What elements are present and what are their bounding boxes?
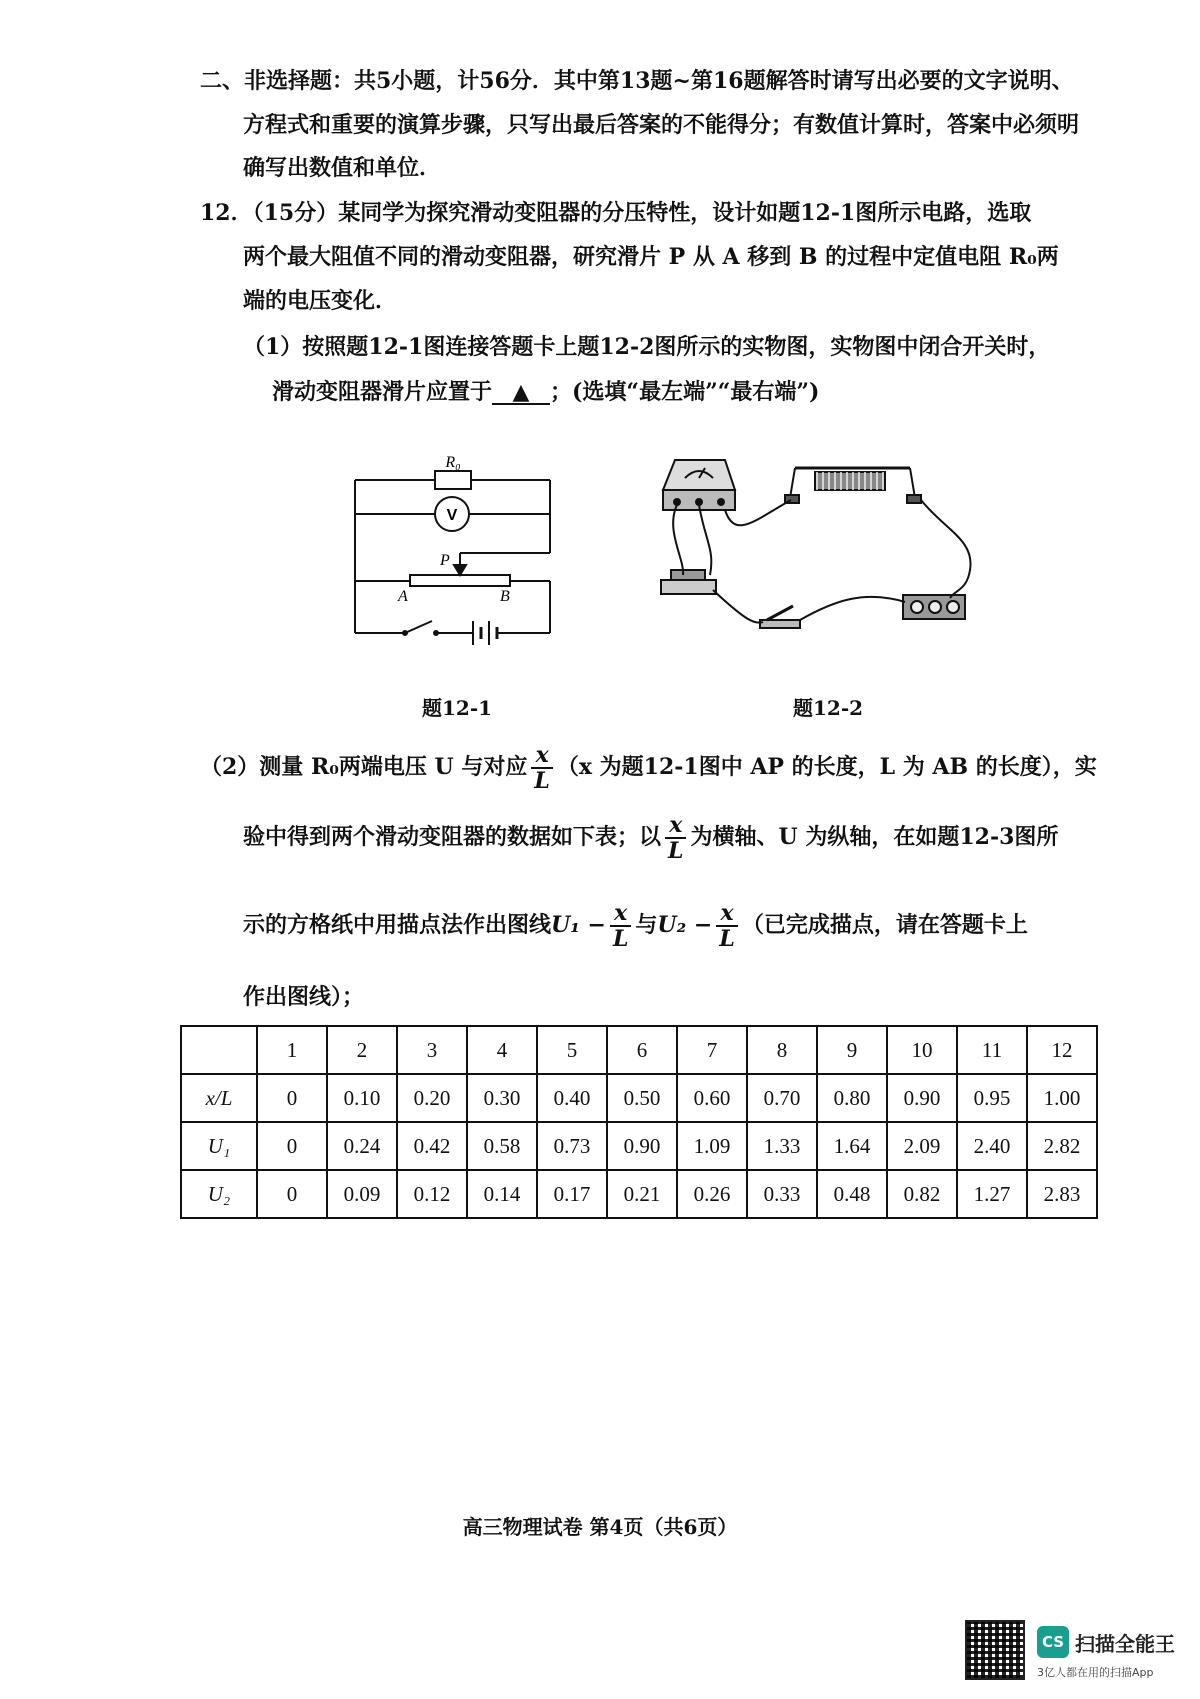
scanner-watermark: [965, 1620, 1190, 1685]
part-2-line-2-text-a: 验中得到两个滑动变阻器的数据如下表；以: [243, 824, 662, 850]
voltmeter-label: V: [446, 507, 458, 524]
table-cell: 1.09: [677, 1122, 747, 1170]
fraction-numerator: x: [614, 900, 628, 926]
section-heading-line-1: 二、非选择题：共5小题，计56分．其中第13题~第16题解答时请写出必要的文字说明、: [200, 68, 1074, 94]
table-cell: 0.21: [607, 1170, 677, 1218]
part-1-text-a: 滑动变阻器滑片应置于: [272, 379, 493, 405]
table-cell: 0.80: [817, 1074, 887, 1122]
qr-code-icon: [965, 1620, 1025, 1680]
table-cell: 0.73: [537, 1122, 607, 1170]
u1-symbol: U₁ −: [551, 912, 606, 938]
table-cell: 0.82: [887, 1170, 957, 1218]
camscanner-name: 扫描全能王: [1075, 1632, 1175, 1656]
fraction-denominator: L: [531, 767, 552, 793]
table-cell: 3: [397, 1026, 467, 1074]
table-row: [181, 1122, 1097, 1170]
part-2-line-3-text-b: 与: [635, 912, 658, 938]
table-cell: 0.09: [327, 1170, 397, 1218]
answer-blank: ▲: [492, 381, 550, 405]
table-cell: 1.27: [957, 1170, 1027, 1218]
section-heading-line-3: 确写出数值和单位．: [243, 155, 442, 181]
camscanner-tagline: 3亿人都在用的扫描App: [1037, 1666, 1154, 1679]
table-cell: 4: [467, 1026, 537, 1074]
fraction-numerator: x: [535, 742, 549, 768]
point-b-label: B: [500, 588, 510, 605]
part-2-line-3-text-c: （已完成描点，请在答题卡上: [741, 912, 1028, 938]
table-cell: 0.33: [747, 1170, 817, 1218]
table-row-header: [181, 1026, 257, 1074]
table-cell: 0: [257, 1122, 327, 1170]
table-cell: 12: [1027, 1026, 1097, 1074]
figure-12-2-caption: 题12-2: [793, 696, 864, 720]
table-cell: 0.90: [607, 1122, 677, 1170]
table-cell: 1.00: [1027, 1074, 1097, 1122]
point-a-label: A: [398, 588, 408, 605]
figure-12-1-caption: 题12-1: [422, 696, 493, 720]
fraction-numerator: x: [720, 900, 734, 926]
slider-p-label: P: [440, 552, 450, 569]
table-row: [181, 1170, 1097, 1218]
table-cell: 0.58: [467, 1122, 537, 1170]
table-cell: 8: [747, 1026, 817, 1074]
table-cell: 0: [257, 1170, 327, 1218]
table-cell: 1: [257, 1026, 327, 1074]
table-cell: 2.40: [957, 1122, 1027, 1170]
part-2-line-3-text-a: 示的方格纸中用描点法作出图线: [243, 912, 552, 938]
fraction-numerator: x: [669, 812, 683, 838]
table-cell: 0.40: [537, 1074, 607, 1122]
table-cell: 0.24: [327, 1122, 397, 1170]
u2-symbol: U₂ −: [657, 912, 713, 938]
table-cell: 7: [677, 1026, 747, 1074]
part-2-line-3: [243, 898, 1028, 952]
table-row: [181, 1074, 1097, 1122]
fraction-denominator: L: [716, 925, 737, 951]
table-cell: 2.82: [1027, 1122, 1097, 1170]
fraction-x-over-l: [610, 901, 631, 951]
apparatus-illustration: [655, 450, 1000, 650]
part-1-line-1: （1）按照题12-1图连接答题卡上题12-2图所示的实物图，实物图中闭合开关时，: [243, 334, 1051, 360]
fraction-x-over-l: [665, 813, 686, 863]
table-cell: 0.48: [817, 1170, 887, 1218]
part-2-line-1: [200, 740, 1097, 794]
table-row-header: U₂: [181, 1170, 257, 1218]
table-cell: 0.70: [747, 1074, 817, 1122]
table-cell: 0.30: [467, 1074, 537, 1122]
table-row-header: x/L: [181, 1074, 257, 1122]
table-cell: 0.20: [397, 1074, 467, 1122]
part-1-line-2: [272, 377, 819, 407]
table-cell: 2.09: [887, 1122, 957, 1170]
table-cell: 0.12: [397, 1170, 467, 1218]
question-12-line-1: 12．（15分）某同学为探究滑动变阻器的分压特性，设计如题12-1图所示电路，选取: [200, 200, 1032, 226]
table-cell: 0.17: [537, 1170, 607, 1218]
part-2-line-4: 作出图线）；: [243, 984, 365, 1010]
table-cell: 0.95: [957, 1074, 1027, 1122]
table-cell: 0.42: [397, 1122, 467, 1170]
part-2-line-2: [243, 810, 1058, 864]
part-2-line-2-text-b: 为横轴、U 为纵轴，在如题12-3图所: [690, 824, 1059, 850]
part-2-text-b: （x 为题12-1图中 AP 的长度，L 为 AB 的长度），实: [556, 754, 1097, 780]
camscanner-logo: CS: [1037, 1626, 1069, 1658]
table-cell: 0.60: [677, 1074, 747, 1122]
table-header-row: [181, 1026, 1097, 1074]
table-cell: 0.14: [467, 1170, 537, 1218]
table-cell: 0: [257, 1074, 327, 1122]
data-table: [180, 1025, 1098, 1219]
table-cell: 0.26: [677, 1170, 747, 1218]
r0-label: R₀: [445, 454, 461, 471]
table-cell: 2.83: [1027, 1170, 1097, 1218]
fraction-denominator: L: [610, 925, 631, 951]
fraction-x-over-l: [531, 743, 552, 793]
table-cell: 6: [607, 1026, 677, 1074]
table-cell: 11: [957, 1026, 1027, 1074]
fraction-x-over-l: [716, 901, 737, 951]
table-row-header: U₁: [181, 1122, 257, 1170]
table-cell: 0.50: [607, 1074, 677, 1122]
table-cell: 0.10: [327, 1074, 397, 1122]
table-cell: 10: [887, 1026, 957, 1074]
part-1-text-b: ；(选填“最左端”“最右端”): [550, 379, 820, 405]
fraction-denominator: L: [665, 837, 686, 863]
question-12-line-3: 端的电压变化．: [243, 288, 398, 314]
circuit-diagram: [350, 445, 560, 645]
table-cell: 2: [327, 1026, 397, 1074]
table-cell: 9: [817, 1026, 887, 1074]
section-heading-line-2: 方程式和重要的演算步骤，只写出最后答案的不能得分；有数值计算时，答案中必须明: [243, 112, 1080, 138]
page-footer: 高三物理试卷 第4页（共6页）: [462, 1515, 738, 1539]
table-cell: 1.33: [747, 1122, 817, 1170]
part-2-text-a: （2）测量 R₀两端电压 U 与对应: [200, 754, 528, 780]
table-cell: 5: [537, 1026, 607, 1074]
question-12-line-2: 两个最大阻值不同的滑动变阻器，研究滑片 P 从 A 移到 B 的过程中定值电阻 R₀两: [243, 244, 1059, 270]
table-cell: 1.64: [817, 1122, 887, 1170]
data-table-body: [181, 1026, 1097, 1218]
table-cell: 0.90: [887, 1074, 957, 1122]
